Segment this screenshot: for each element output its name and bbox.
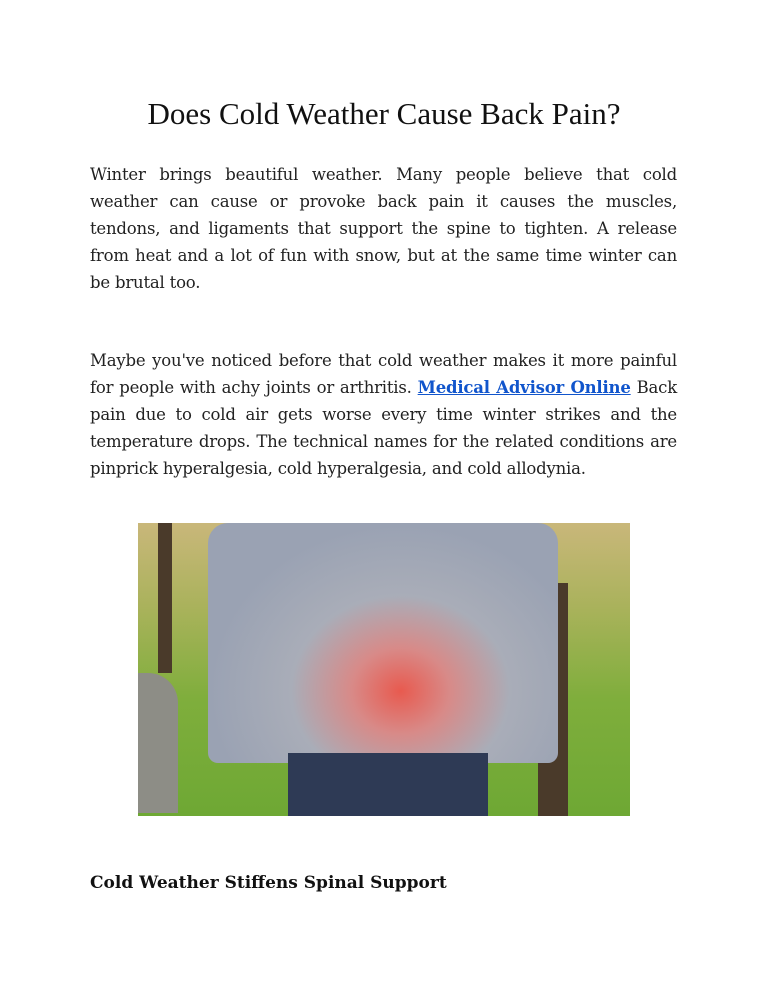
person-pants — [288, 753, 488, 816]
paragraph-intro: Winter brings beautiful weather. Many people believe that cold weather can cause or provoke back pain it causes the muscles, tendons, and ligaments that support the spine to tighten. A release from heat and a lot of fun with snow, but at the same time winter can be brutal too. — [90, 165, 677, 292]
path — [138, 673, 178, 813]
paragraph-text: Maybe you've noticed before that cold weather makes it more painful for people with achy joints or arthritis. — [90, 351, 677, 397]
medical-advisor-link[interactable]: Medical Advisor Online — [417, 378, 631, 397]
paragraph-arthritis — [90, 347, 677, 482]
page-title: Does Cold Weather Cause Back Pain? — [147, 96, 621, 131]
back-pain-photo — [138, 523, 630, 816]
paragraph-text: Back pain due to cold air gets worse every time winter strikes and the temperature drops. The technical names for the related conditions are pinprick hyperalgesia, cold hyperalgesia, and cold allodynia. — [90, 378, 678, 478]
section-heading: Cold Weather Stiffens Spinal Support — [90, 873, 447, 893]
tree-trunk — [158, 523, 172, 673]
person-shirt — [208, 523, 558, 763]
